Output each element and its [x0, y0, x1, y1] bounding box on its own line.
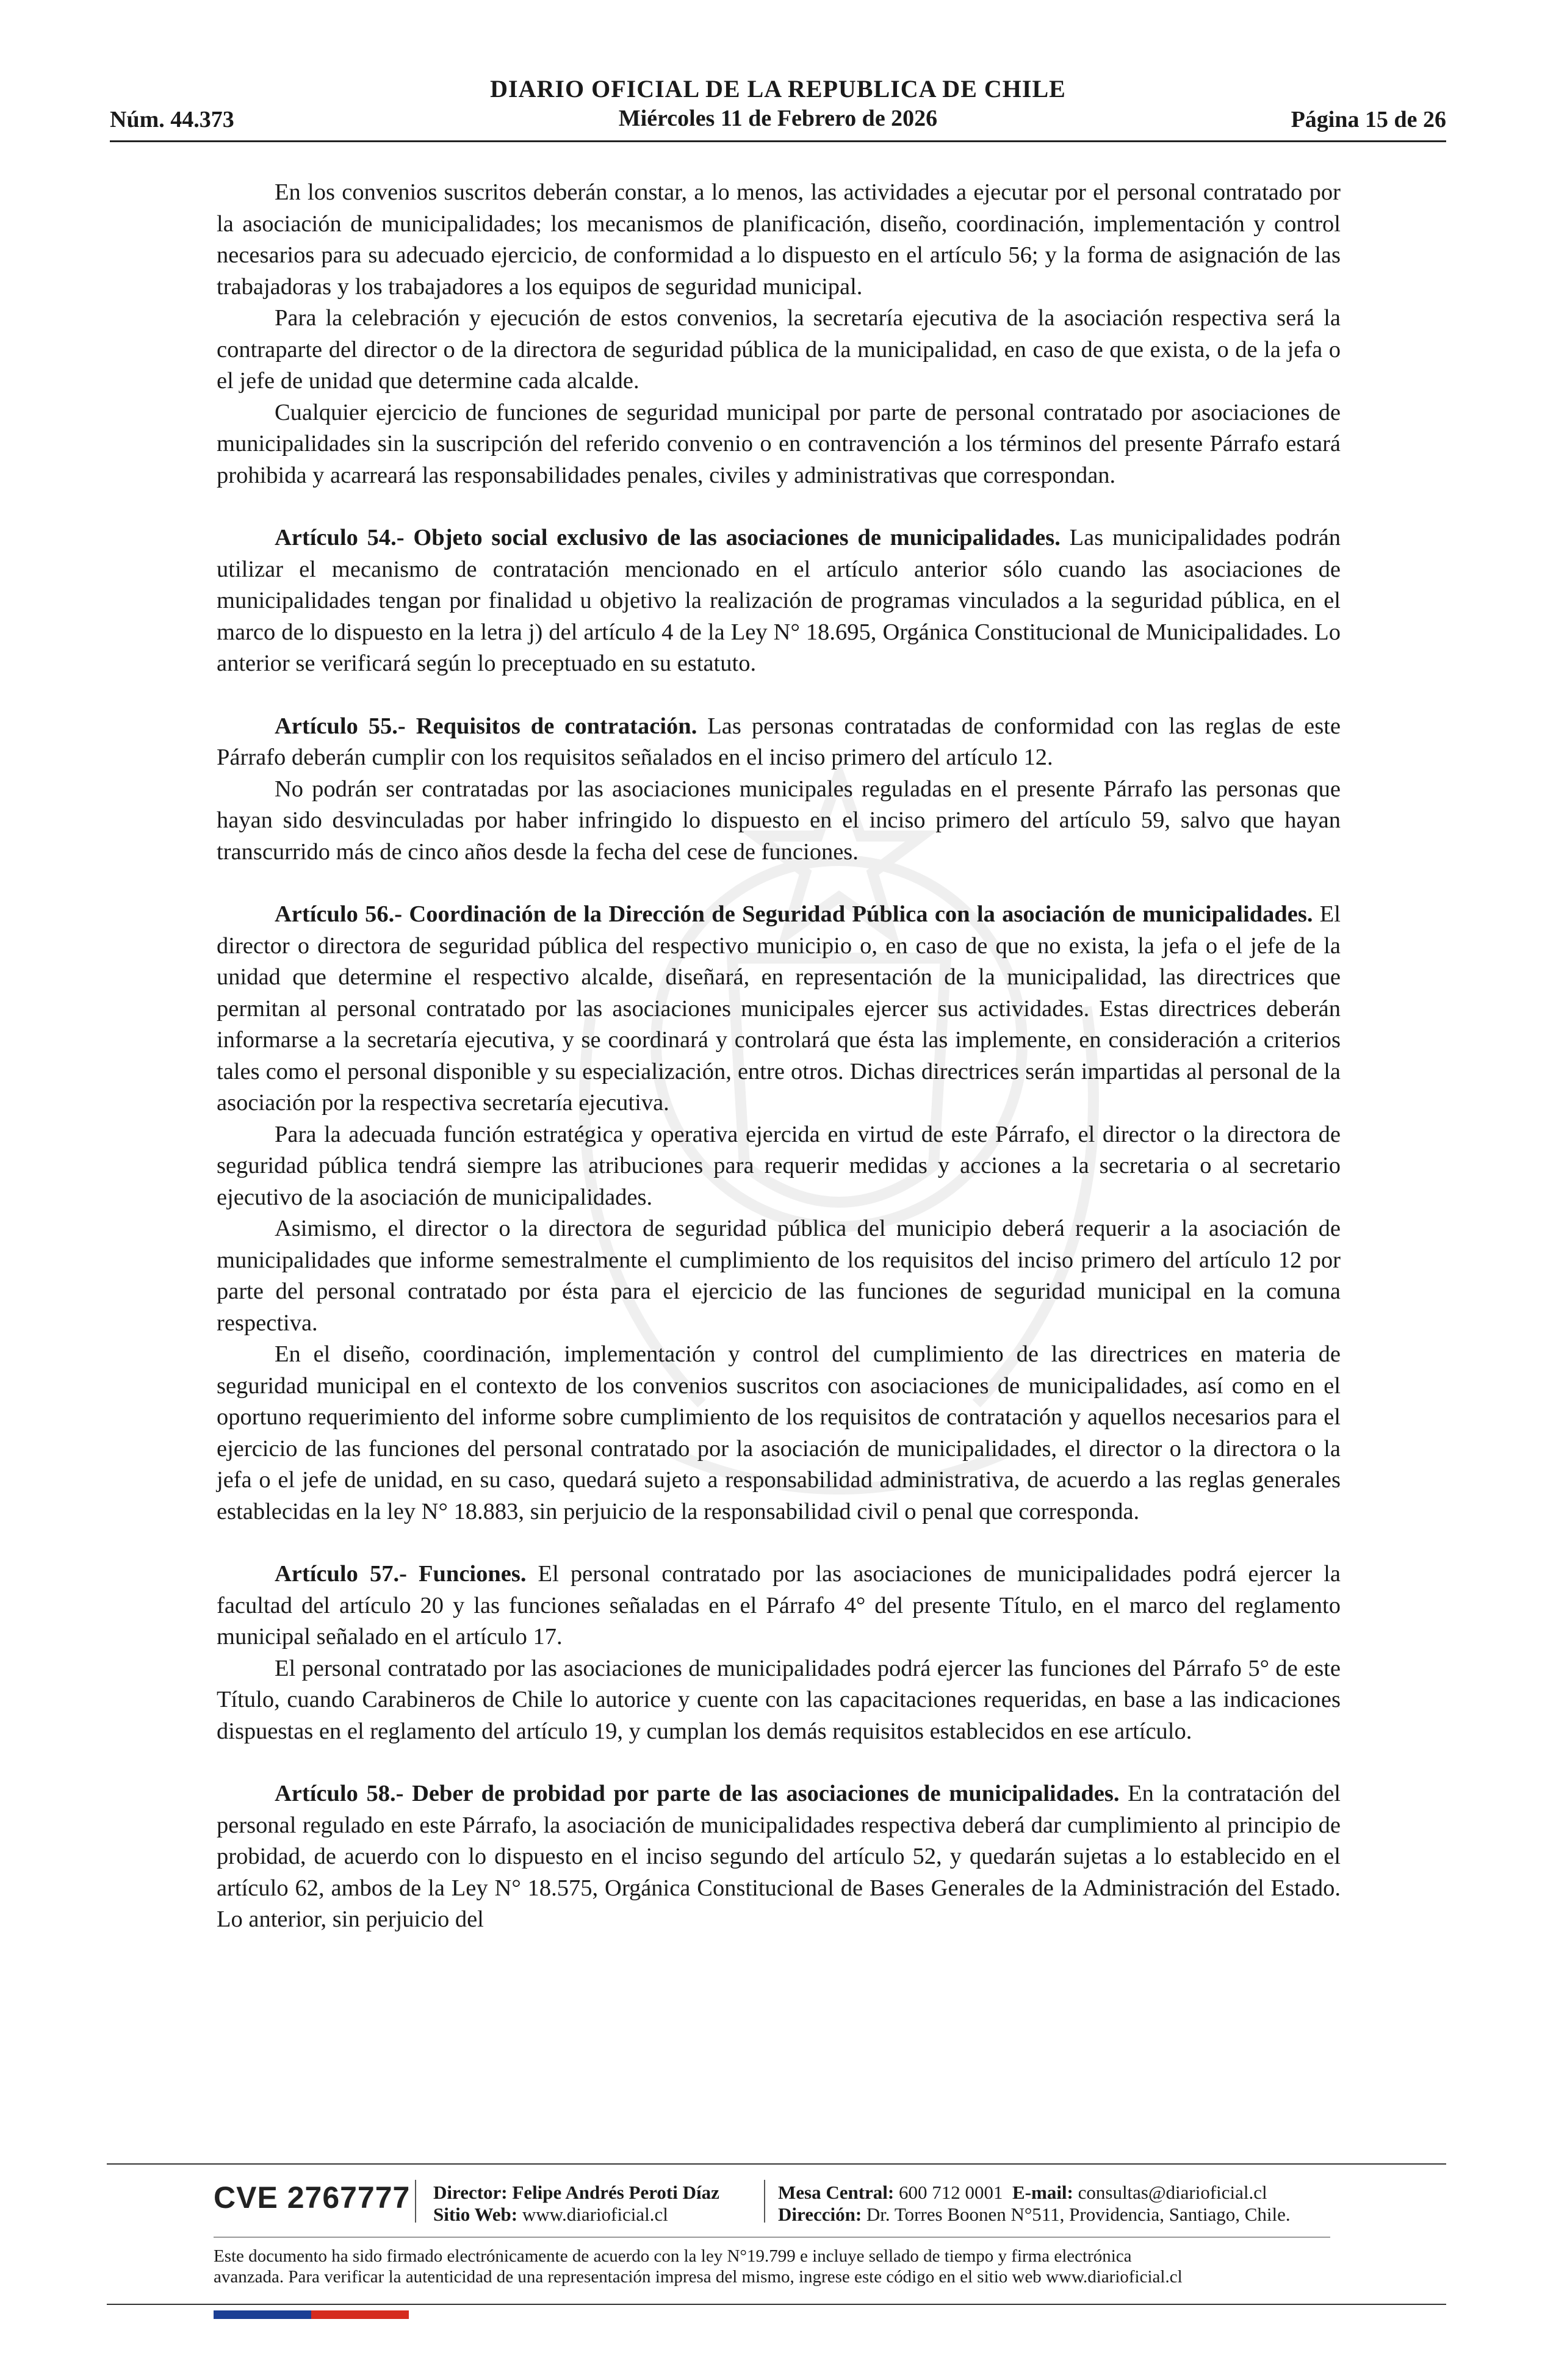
footer-director-block: [433, 2182, 719, 2226]
paragraph: En el diseño, coordinación, implementación y control del cumplimiento de las directrices en materia de seguridad municipal en el contexto de los convenios suscritos con asociaciones de municipalidades, así como en el oportuno requerimiento del informe sobre cumplimiento de los requisitos de contratación y aquellos necesarios para el ejercicio de las funciones del personal contratado por la asociación de municipalidades, el director o la directora o la jefa o el jefe de unidad, en su caso, quedará sujeto a responsabilidad administrativa, de acuerdo a las reglas generales establecidas en la ley N° 18.883, sin perjuicio de la responsabilidad civil o penal que corresponda.: [217, 1341, 1341, 1524]
web-label: Sitio Web:: [433, 2204, 518, 2225]
paragraph: En los convenios suscritos deberán constar, a lo menos, las actividades a ejecutar por el personal contratado por la asociación de municipalidades; los mecanismos de planificación, diseño, coordinación, implementación y control necesarios para su adecuado ejercicio, de conformidad a lo dispuesto en el artículo 56; y la forma de asignación de las trabajadoras y los trabajadores a los equipos de seguridad municipal.: [217, 179, 1341, 300]
page-header: [110, 74, 1446, 148]
paragraph: Para la celebración y ejecución de estos convenios, la secretaría ejecutiva de la asociación respectiva será la contraparte del director o de la directora de seguridad pública de la municipalidad, en caso de que exista, o de la jefa o el jefe de unidad que determine cada alcalde.: [217, 305, 1341, 394]
article-heading: Artículo 56.- Coordinación de la Dirección de Seguridad Pública con la asociación de municipalidades.: [275, 901, 1313, 927]
phone-number: 600 712 0001: [899, 2182, 1003, 2203]
publication-date: Miércoles 11 de Febrero de 2026: [618, 106, 938, 131]
phone-label: Mesa Central:: [778, 2182, 895, 2203]
paragraph: Para la adecuada función estratégica y operativa ejercida en virtud de este Párrafo, el director o la directora de seguridad pública tendrá siempre las atribuciones para requerir medidas y acciones a la secretaria o al secretario ejecutivo de la asociación de municipalidades.: [217, 1121, 1341, 1210]
article-text: Las municipalidades podrán utilizar el mecanismo de contratación mencionado en el artículo anterior sólo cuando las asociaciones de municipalidades tengan por finalidad u objetivo la realización de programas vinculados a la seguridad pública, en el marco de lo dispuesto en la letra j) del artículo 4 de la Ley N° 18.695, Orgánica Constitucional de Municipalidades. Lo anterior se verificará según lo preceptuado en su estatuto.: [217, 525, 1341, 676]
article-54: [217, 522, 1341, 680]
article-text: El director o directora de seguridad pública del respectivo municipio o, en caso de que no exista, la jefa o el jefe de la unidad que determine el respectivo alcalde, diseñará, en representación de la municipalidad, las directrices que permitan al personal contratado por las asociaciones municipales ejercer sus actividades. Estas directrices deberán informarse a la secretaría ejecutiva, y se coordinará y controlará que ésta las implemente, en consideración a criterios tales como el personal disponible y su especialización, entre otros. Dichas directrices serán impartidas al personal de la asociación por la respectiva secretaría ejecutiva.: [217, 901, 1341, 1116]
article-text: Las personas contratadas de conformidad con las reglas de este Párrafo deberán cumplir con los requisitos señalados en el inciso primero del artículo 12.: [217, 713, 1341, 770]
footer-contact-block: [778, 2182, 1291, 2226]
header-divider: [110, 140, 1446, 142]
issue-number: Núm. 44.373: [110, 107, 234, 132]
article-text: El personal contratado por las asociaciones de municipalidades podrá ejercer la facultad del artículo 20 y las funciones señaladas en el Párrafo 4° del presente Título, en el marco del reglamento municipal señalado en el artículo 17.: [217, 1561, 1341, 1650]
article-58: [217, 1778, 1341, 1936]
publication-title: DIARIO OFICIAL DE LA REPUBLICA DE CHILE: [490, 75, 1066, 103]
article-55: [217, 711, 1341, 774]
paragraph: No podrán ser contratadas por las asociaciones municipales reguladas en el presente Párrafo las personas que hayan sido desvinculadas por haber infringido lo dispuesto en el inciso primero del artículo 59, salvo que hayan transcurrido más de cinco años desde la fecha del cese de funciones.: [217, 776, 1341, 865]
email-label: E-mail:: [1012, 2182, 1073, 2203]
article-56: [217, 899, 1341, 1119]
director-label: Director:: [433, 2182, 508, 2203]
director-name: Felipe Andrés Peroti Díaz: [512, 2182, 719, 2203]
article-text: En la contratación del personal regulado en este Párrafo, la asociación de municipalidades respectiva deberá dar cumplimiento al principio de probidad, de acuerdo con lo dispuesto en el inciso segundo del artículo 52, y quedarán sujetas a lo establecido en el artículo 62, ambos de la Ley N° 18.575, Orgánica Constitucional de Bases Generales de la Administración del Estado. Lo anterior, sin perjuicio del: [217, 1781, 1341, 1932]
signature-note: [214, 2246, 1342, 2287]
article-57: [217, 1559, 1341, 1653]
address: Dr. Torres Boonen N°511, Providencia, Santiago, Chile.: [866, 2204, 1291, 2225]
footer-separator: [415, 2180, 416, 2223]
page-number: Página 15 de 26: [1291, 107, 1446, 132]
paragraph: El personal contratado por las asociaciones de municipalidades podrá ejercer las funciones del Párrafo 5° de este Título, cuando Carabineros de Chile lo autorice y cuente con las capacitaciones requeridas, en base a las indicaciones dispuestas en el reglamento del artículo 19, y cumplan los demás requisitos establecidos en ese artículo.: [217, 1655, 1341, 1744]
web-link[interactable]: www.diarioficial.cl: [522, 2204, 668, 2225]
article-heading: Artículo 54.- Objeto social exclusivo de las asociaciones de municipalidades.: [275, 525, 1061, 550]
article-heading: Artículo 55.- Requisitos de contratación.: [275, 713, 697, 739]
signature-note-line: Este documento ha sido firmado electrónicamente de acuerdo con la ley N°19.799 e incluye sellado de tiempo y firma electrónica: [214, 2246, 1132, 2266]
article-heading: Artículo 57.- Funciones.: [275, 1561, 527, 1587]
signature-note-line: avanzada. Para verificar la autenticidad de una representación impresa del mismo, ingrese este código en el sitio web www.diarioficial.cl: [214, 2267, 1183, 2287]
footer-divider: [214, 2237, 1330, 2238]
address-label: Dirección:: [778, 2204, 862, 2225]
article-heading: Artículo 58.- Deber de probidad por parte de las asociaciones de municipalidades.: [275, 1781, 1120, 1806]
flag-stripe-blue: [214, 2310, 311, 2319]
footer-separator: [764, 2180, 765, 2223]
paragraph: Cualquier ejercicio de funciones de seguridad municipal por parte de personal contratado por asociaciones de municipalidades sin la suscripción del referido convenio o en contravención a los términos del presente Párrafo estará prohibida y acarreará las responsabilidades penales, civiles y administrativas que correspondan.: [217, 399, 1341, 488]
cve-code: CVE 2767777: [214, 2180, 411, 2215]
paragraph: Asimismo, el director o la directora de seguridad pública del municipio deberá requerir a la asociación de municipalidades que informe semestralmente el cumplimiento de los requisitos del inciso primero del artículo 12 por parte del personal contratado por ésta para el ejercicio de las funciones de seguridad municipal en la comuna respectiva.: [217, 1216, 1341, 1336]
footer-divider: [107, 2304, 1446, 2305]
document-body: [217, 177, 1341, 1936]
footer-divider: [107, 2163, 1446, 2165]
flag-stripe-red: [311, 2310, 409, 2319]
email-link[interactable]: consultas@diarioficial.cl: [1078, 2182, 1267, 2203]
